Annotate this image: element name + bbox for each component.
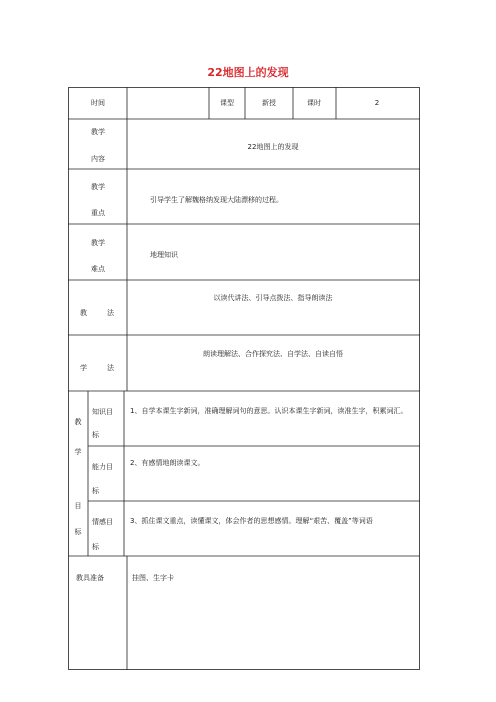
table-grid-lines: [68, 87, 420, 670]
hours-label: 课时: [307, 99, 321, 107]
teaching-method-value: 以读代讲法、引导点拨法、指导朗读法: [213, 294, 333, 302]
prep-value: 挂图、生字卡: [132, 574, 174, 582]
objectives-label-char-3: 目: [74, 502, 82, 510]
difficulties-label-bottom: 难点: [91, 265, 105, 273]
objectives-label-char-4: 标: [74, 528, 82, 536]
lesson-plan-table: [68, 87, 420, 670]
key-points-value: 引导学生了解魏格纳发现大陆漂移的过程。: [150, 196, 283, 204]
emotion-objective-label-bottom: 标: [92, 543, 99, 551]
course-type-label: 课型: [220, 99, 234, 107]
time-label: 时间: [91, 99, 105, 107]
course-type-value: 新授: [262, 99, 276, 107]
ability-objective-label-bottom: 标: [92, 487, 99, 495]
key-points-label-top: 教学: [91, 183, 105, 191]
key-points-label-bottom: 重点: [91, 209, 105, 217]
teaching-method-label-b: 法: [107, 309, 114, 317]
objectives-label-char-1: 教: [74, 418, 82, 426]
prep-label: 教具准备: [76, 574, 104, 582]
ability-objective-text: 2、有感情地朗读课文。: [130, 459, 205, 467]
content-label-bottom: 内容: [91, 155, 105, 163]
difficulties-label-top: 教学: [91, 239, 105, 247]
learning-method-label-a: 学: [80, 364, 87, 372]
teaching-method-label-a: 教: [80, 309, 87, 317]
content-value: 22地图上的发现: [247, 143, 299, 151]
emotion-objective-label-top: 情感目: [92, 518, 113, 526]
knowledge-objective-label-top: 知识目: [92, 408, 113, 416]
knowledge-objective-text: 1、自学本课生字新词，准确理解词句的意思。认识本课生字新词，读准生字，积累词汇。: [130, 407, 408, 415]
hours-value: 2: [374, 99, 380, 107]
document-title: 22地图上的发现: [207, 66, 289, 79]
knowledge-objective-label-bottom: 标: [92, 431, 99, 439]
learning-method-value: 朗读理解法、合作探究法、自学法、自读自悟: [203, 350, 343, 358]
objectives-label-char-2: 学: [74, 448, 82, 456]
difficulties-value: 地理知识: [150, 251, 178, 259]
emotion-objective-text: 3、抓住课文重点，读懂课文，体会作者的思想感情。理解“艰苦、覆盖”等词语: [130, 517, 373, 525]
ability-objective-label-top: 能力目: [92, 463, 113, 471]
content-label-top: 教学: [91, 128, 105, 136]
learning-method-label-b: 法: [107, 364, 114, 372]
